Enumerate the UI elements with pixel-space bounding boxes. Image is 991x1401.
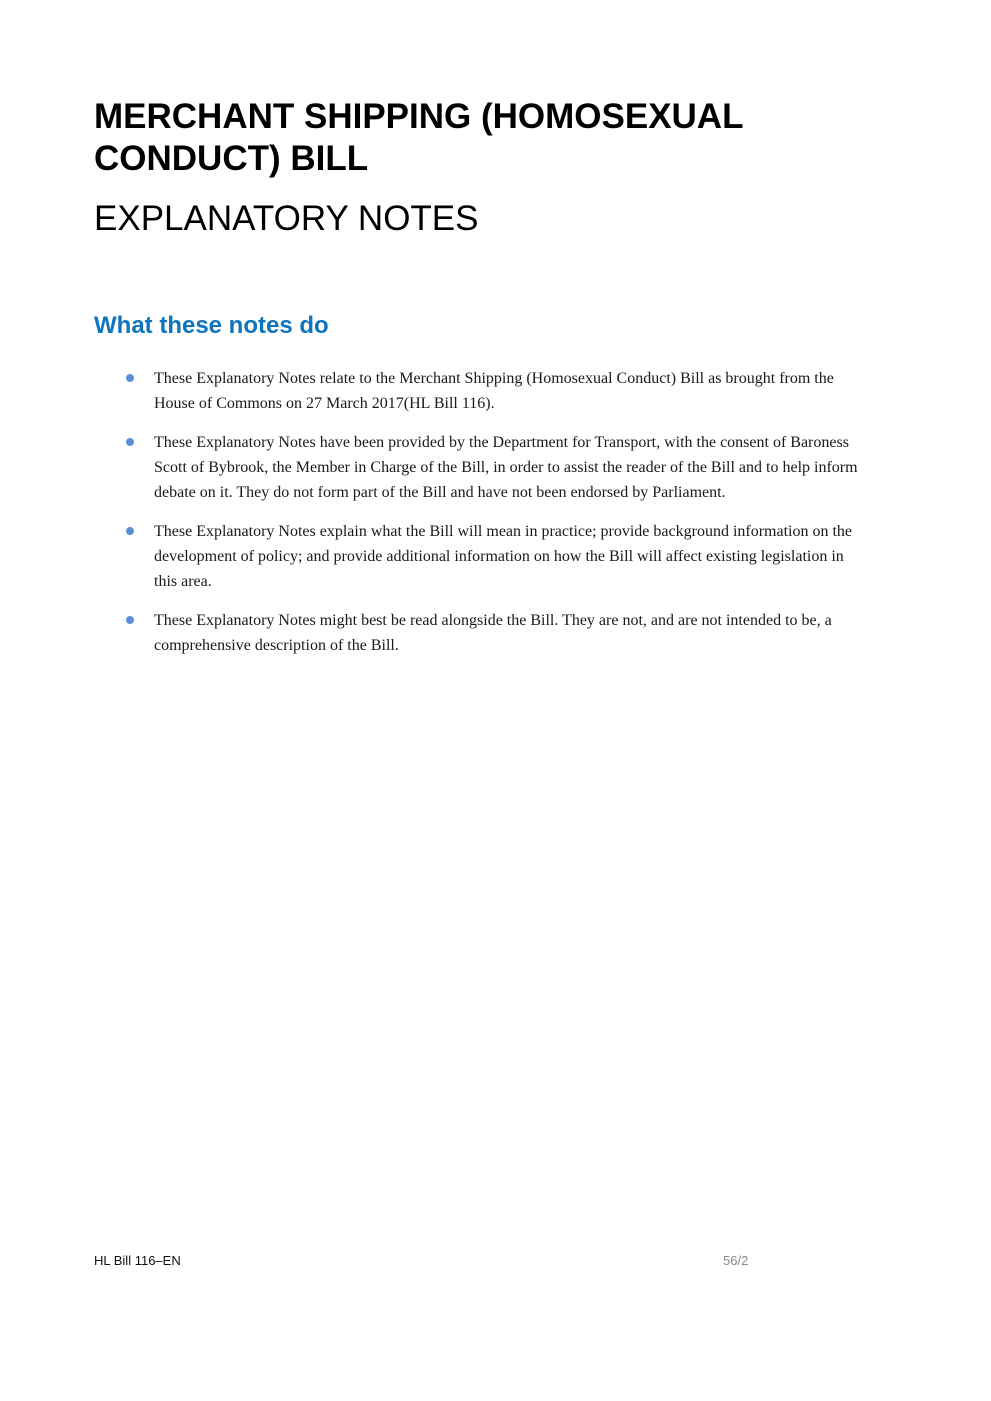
footer-reference: HL Bill 116–EN (94, 1253, 181, 1268)
bullet-icon (126, 616, 134, 624)
footer-page-number: 56/2 (723, 1253, 749, 1268)
bullet-text: These Explanatory Notes relate to the Merchant Shipping (Homosexual Conduct) Bill as brought from the House of Commons on 27 March 2017(HL Bill 116). (154, 370, 834, 412)
bullet-list (126, 366, 866, 672)
bullet-icon (126, 527, 134, 535)
list-item (126, 519, 866, 594)
bullet-icon (126, 374, 134, 382)
list-item (126, 608, 866, 658)
document-subtitle: EXPLANATORY NOTES (94, 199, 479, 238)
section-heading: What these notes do (94, 312, 329, 339)
bullet-icon (126, 438, 134, 446)
list-item (126, 366, 866, 416)
bullet-text: These Explanatory Notes have been provided by the Department for Transport, with the consent of Baroness Scott of Bybrook, the Member in Charge of the Bill, in order to assist the reader of the Bill and to help inform debate on it. They do not form part of the Bill and have not been endorsed by Parliament. (154, 434, 858, 501)
bullet-text: These Explanatory Notes might best be read alongside the Bill. They are not, and are not intended to be, a comprehensive description of the Bill. (154, 612, 832, 654)
list-item (126, 430, 866, 505)
bullet-text: These Explanatory Notes explain what the Bill will mean in practice; provide background information on the development of policy; and provide additional information on how the Bill will affect existing legislation in this area. (154, 523, 853, 590)
document-title: MERCHANT SHIPPING (HOMOSEXUAL CONDUCT) BILL (94, 97, 743, 178)
